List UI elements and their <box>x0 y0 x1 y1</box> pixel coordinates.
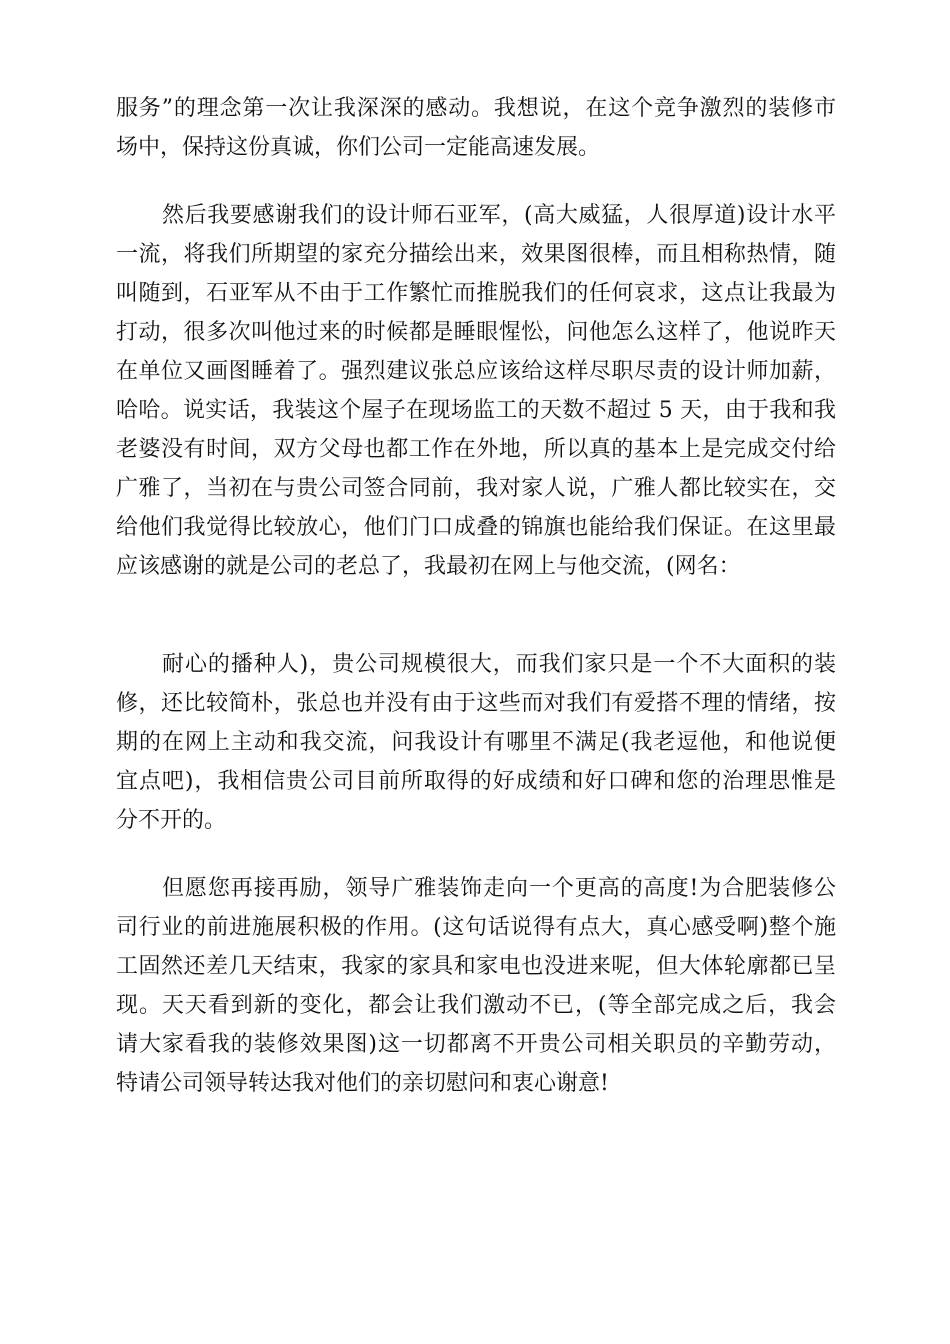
paragraph-line: 服务”的理念第一次让我深深的感动。我想说，在这个竞争激烈的装修市 <box>116 96 836 121</box>
paragraph-line: 在单位又画图睡着了。强烈建议张总应该给这样尽职尽责的设计师加薪， <box>116 359 836 384</box>
paragraph-line: 场中，保持这份真诚，你们公司一定能高速发展。 <box>116 135 601 160</box>
paragraph-line: 特请公司领导转达我对他们的亲切慰问和衷心谢意! <box>116 1071 609 1096</box>
paragraph-1 <box>116 89 836 167</box>
paragraph-line: 修，还比较简朴，张总也并没有由于这些而对我们有爱搭不理的情绪，按 <box>116 691 836 716</box>
paragraph-line: 叫随到，石亚军从不由于工作繁忙而推脱我们的任何哀求，这点让我最为 <box>116 281 836 306</box>
paragraph-line: 广雅了，当初在与贵公司签合同前，我对家人说，广雅人都比较实在，交 <box>116 476 836 501</box>
paragraph-line: 现。天天看到新的变化，都会让我们激动不已，(等全部完成之后，我会 <box>116 993 836 1018</box>
paragraph-2 <box>116 196 836 586</box>
paragraph-line: 耐心的播种人)，贵公司规模很大，而我们家只是一个不大面积的装 <box>162 652 836 677</box>
paragraph-line: 宜点吧)，我相信贵公司目前所取得的好成绩和好口碑和您的治理思惟是 <box>116 769 836 794</box>
paragraph-line: 应该感谢的就是公司的老总了，我最初在网上与他交流，(网名： <box>116 554 741 579</box>
paragraph-line: 分不开的。 <box>116 808 227 833</box>
paragraph-line: 老婆没有时间，双方父母也都工作在外地，所以真的基本上是完成交付给 <box>116 437 836 462</box>
paragraph-line: 然后我要感谢我们的设计师石亚军，(高大威猛，人很厚道)设计水平 <box>162 203 836 228</box>
paragraph-line: 一流，将我们所期望的家充分描绘出来，效果图很棒，而且相称热情，随 <box>116 242 836 267</box>
paragraph-4 <box>116 869 836 1103</box>
paragraph-line: 哈哈。说实话，我装这个屋子在现场监工的天数不超过 5 天，由于我和我 <box>116 398 836 423</box>
paragraph-line: 司行业的前进施展积极的作用。(这句话说得有点大，真心感受啊)整个施 <box>116 915 836 940</box>
paragraph-line: 工固然还差几天结束，我家的家具和家电也没进来呢，但大体轮廓都已呈 <box>116 954 836 979</box>
paragraph-3 <box>116 645 836 840</box>
paragraph-line: 打动，很多次叫他过来的时候都是睡眼惺忪，问他怎么这样了，他说昨天 <box>116 320 836 345</box>
paragraph-line: 但愿您再接再励，领导广雅装饰走向一个更高的高度!为合肥装修公 <box>162 876 836 901</box>
paragraph-line: 请大家看我的装修效果图)这一切都离不开贵公司相关职员的辛勤劳动， <box>116 1032 836 1057</box>
paragraph-line: 期的在网上主动和我交流，问我设计有哪里不满足(我老逗他，和他说便 <box>116 730 836 755</box>
paragraph-line: 给他们我觉得比较放心，他们门口成叠的锦旗也能给我们保证。在这里最 <box>116 515 836 540</box>
